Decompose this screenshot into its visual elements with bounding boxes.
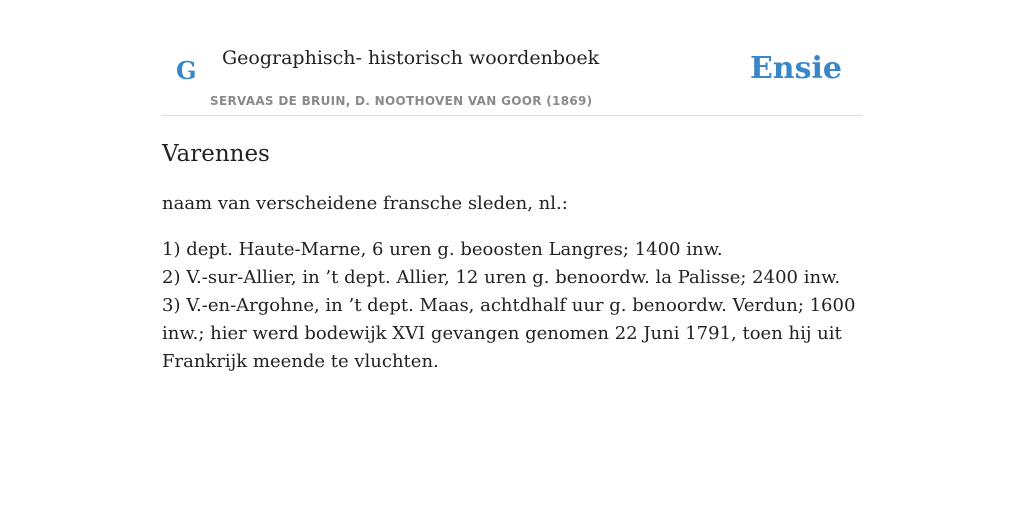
entry-content [162,138,862,376]
meaning-item: 3) V.-en-Argohne, in ’t dept. Maas, achtdhalf uur g. benoordw. Verdun; 1600 inw.; hier werd bodewijk XVI gevangen genomen 22 Juni 1791, toen hij uit Frankrijk meende te vluchten. [162,295,856,372]
meaning-item: 1) dept. Haute-Marne, 6 uren g. beoosten Langres; 1400 inw. [162,239,723,260]
meaning-item: 2) V.-sur-Allier, in ’t dept. Allier, 12 uren g. benoordw. la Palisse; 2400 inw. [162,267,841,288]
book-author: SERVAAS DE BRUIN, D. NOOTHOVEN VAN GOOR (1869) [210,94,593,108]
book-title-link[interactable]: Geographisch- historisch woordenboek [222,47,600,69]
entry-title: Varennes [162,141,270,167]
book-letter-icon[interactable]: G [176,56,197,85]
ensie-logo-link[interactable]: Ensie [749,51,842,86]
book-header [162,40,862,116]
entry-meanings [162,236,862,376]
entry-intro: naam van verscheidene fransche sleden, nl.: [162,193,568,214]
